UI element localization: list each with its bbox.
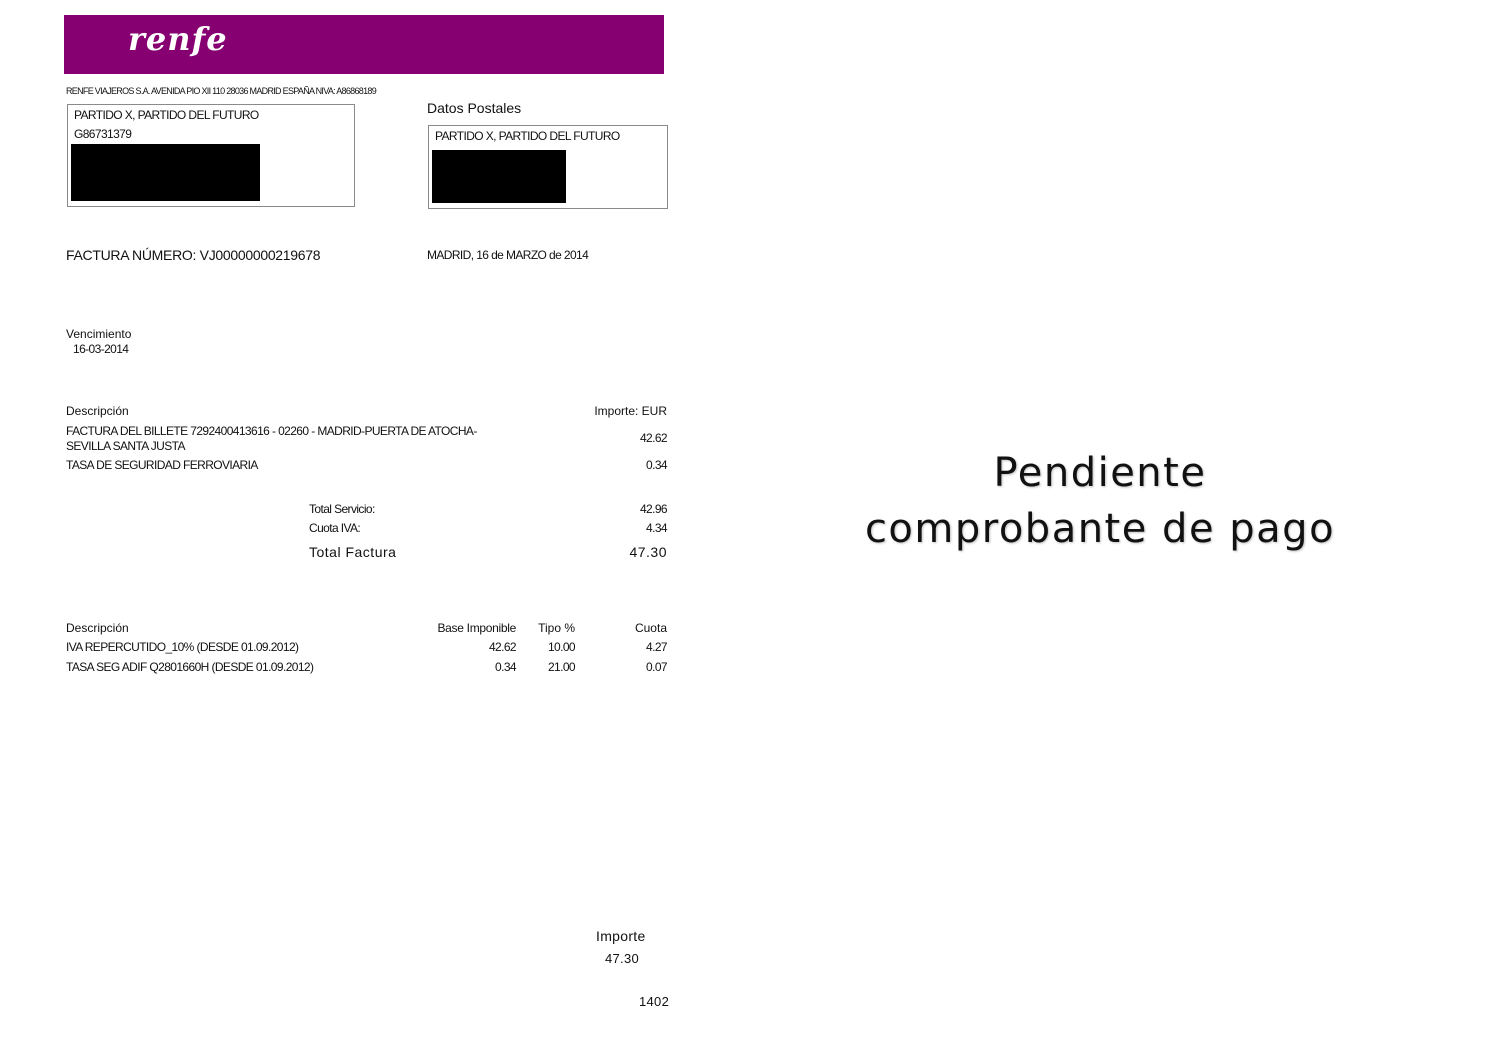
renfe-logo: renfe: [128, 20, 228, 58]
line-item-1-amount: 42.62: [639, 431, 667, 445]
redacted-postal-block: [432, 150, 566, 203]
line-item-2-description: TASA DE SEGURIDAD FERROVIARIA: [66, 458, 258, 472]
total-service-value: 42.96: [639, 502, 667, 516]
total-invoice-value: 47.30: [629, 544, 667, 560]
tax-row-1-cuota: 4.27: [646, 640, 667, 654]
line-item-1-description: FACTURA DEL BILLETE 7292400413616 - 02260 - MADRID-PUERTA DE ATOCHA- SEVILLA SANTA JUSTA: [66, 424, 477, 453]
total-invoice-label: Total Factura: [309, 544, 397, 560]
iva-quota-label: Cuota IVA:: [309, 521, 361, 535]
total-service-label: Total Servicio:: [309, 502, 375, 516]
footer-code: 1402: [639, 994, 670, 1009]
billing-tax-id: G86731379: [74, 127, 132, 141]
company-info-line: RENFE VIAJEROS S.A. AVENIDA PIO XII 110 28036 MADRID ESPAÑA NIVA: A86868189: [66, 86, 376, 96]
footer-importe-value: 47.30: [605, 951, 640, 966]
tax-cuota-header: Cuota: [634, 621, 667, 635]
tax-row-2-base: 0.34: [495, 660, 516, 674]
tax-tipo-header: Tipo %: [538, 621, 575, 635]
lines-amount-header: Importe: EUR: [594, 404, 667, 418]
postal-data-title: Datos Postales: [427, 100, 522, 116]
footer-importe-label: Importe: [596, 928, 646, 944]
tax-row-1-tipo: 10.00: [547, 640, 575, 654]
tax-row-1-base: 42.62: [488, 640, 516, 654]
invoice-number-row: [66, 247, 320, 263]
line-item-2-amount: 0.34: [646, 458, 667, 472]
stamp-line-1: Pendiente: [993, 450, 1207, 496]
tax-base-header: Base Imponible: [437, 621, 516, 635]
redacted-address-block: [71, 144, 260, 201]
tax-row-2-desc: TASA SEG ADIF Q2801660H (DESDE 01.09.2012): [66, 660, 314, 674]
tax-row-2-tipo: 21.00: [547, 660, 575, 674]
tax-row-2-cuota: 0.07: [646, 660, 667, 674]
stamp-line-2: comprobante de pago: [864, 506, 1336, 552]
due-date-value: 16-03-2014: [73, 342, 129, 356]
iva-quota-value: 4.34: [646, 521, 667, 535]
invoice-place-date: MADRID, 16 de MARZO de 2014: [427, 248, 589, 262]
pending-payment-stamp: [820, 445, 1380, 557]
billing-name: PARTIDO X, PARTIDO DEL FUTURO: [74, 108, 259, 122]
invoice-number-label: FACTURA NÚMERO:: [66, 247, 197, 263]
postal-name: PARTIDO X, PARTIDO DEL FUTURO: [435, 129, 620, 143]
invoice-number: VJ00000000219678: [199, 247, 321, 263]
tax-row-1-desc: IVA REPERCUTIDO_10% (DESDE 01.09.2012): [66, 640, 299, 654]
lines-description-header: Descripción: [66, 404, 129, 418]
due-date-label: Vencimiento: [66, 327, 132, 341]
tax-desc-header: Descripción: [66, 621, 129, 635]
